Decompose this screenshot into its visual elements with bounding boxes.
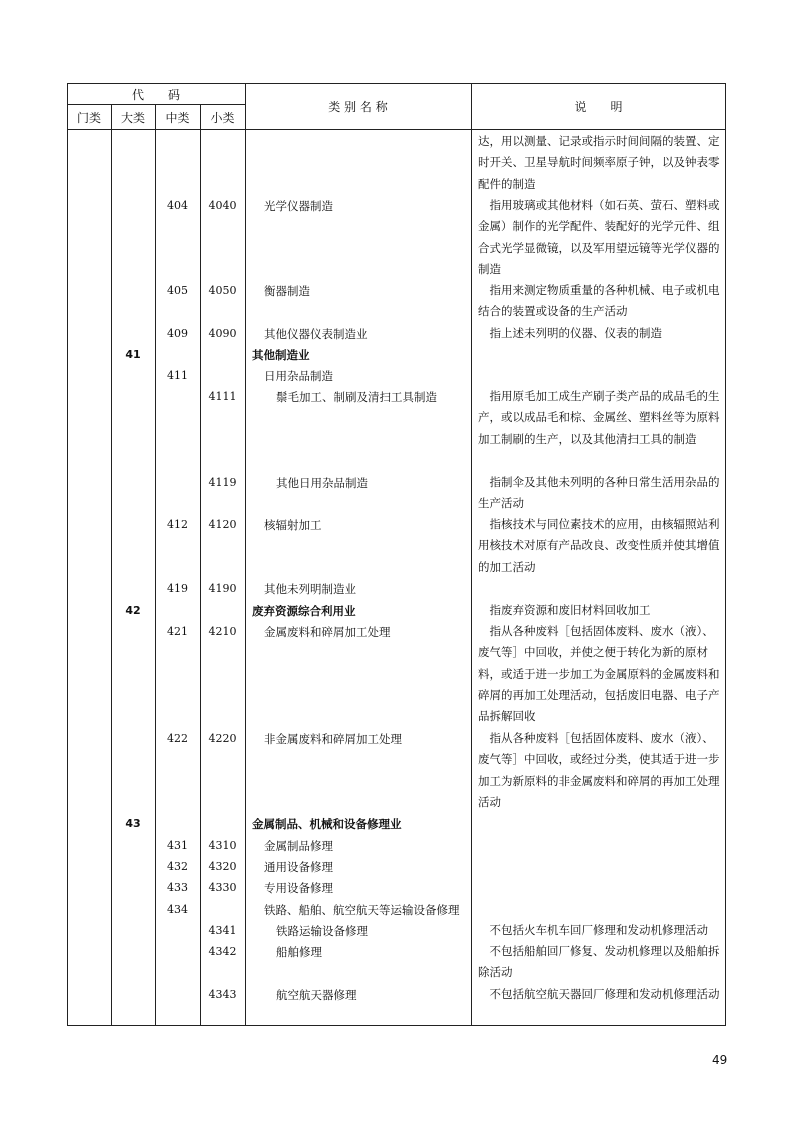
row-desc: 达，用以测量、记录或指示时间间隔的装置、定时开关、卫星导航时间频率原子钟，以及钟表零配件的制造 <box>478 134 720 191</box>
category-name: 日用杂品制造 <box>264 369 333 383</box>
header-menlei: 门类 <box>76 111 101 125</box>
category-name: 其他日用杂品制造 <box>276 476 368 490</box>
row-desc: 指从各种废料［包括固体废料、废水（液）、废气等］中回收，并使之便于转化为新的原材料，或适于进一步加工为金属原料的金属废料和碎屑的再加工处理活动，包括废旧电器、电子产品拆解回收 <box>478 624 720 724</box>
major-code: 41 <box>125 348 141 361</box>
small-code: 4120 <box>208 518 237 531</box>
small-code: 4220 <box>208 732 237 745</box>
small-code: 4090 <box>208 327 237 340</box>
category-name: 铁路、船舶、航空航天等运输设备修理 <box>264 903 460 917</box>
row-desc: 指用原毛加工成生产刷子类产品的成品毛的生产，或以成品毛和棕、金属丝、塑料丝等为原料加工制刷的生产，以及其他清扫工具的制造 <box>478 389 720 446</box>
category-name: 专用设备修理 <box>264 881 333 895</box>
mid-code: 421 <box>167 625 188 638</box>
category-name: 其他仪器仪表制造业 <box>264 327 368 341</box>
header-dalei: 大类 <box>120 111 145 125</box>
row-desc: 指从各种废料［包括固体废料、废水（液）、废气等］中回收，或经过分类，使其适于进一步加工为新原料的非金属废料和碎屑的再加工处理活动 <box>478 731 720 809</box>
category-name: 衡器制造 <box>264 284 310 298</box>
row-desc: 不包括航空航天器回厂修理和发动机修理活动 <box>478 987 720 1001</box>
header-zhonglei: 中类 <box>165 111 190 125</box>
small-code: 4343 <box>208 988 237 1001</box>
category-name: 通用设备修理 <box>264 860 333 874</box>
mid-code: 409 <box>167 327 188 340</box>
page-number: 49 <box>712 1053 728 1067</box>
small-code: 4342 <box>208 945 237 958</box>
category-name: 其他制造业 <box>252 348 310 362</box>
row-desc: 指制伞及其他未列明的各种日常生活用杂品的生产活动 <box>478 475 720 511</box>
mid-code: 431 <box>167 839 188 852</box>
category-name: 金属废料和碎屑加工处理 <box>264 625 391 639</box>
divider-xiaolei <box>245 83 246 1026</box>
major-code: 43 <box>125 817 141 830</box>
mid-code: 411 <box>167 369 188 382</box>
category-name: 其他未列明制造业 <box>264 582 356 596</box>
major-code: 42 <box>125 604 141 617</box>
category-name: 金属制品、机械和设备修理业 <box>252 817 402 831</box>
row-desc: 指上述未列明的仪器、仪表的制造 <box>478 326 662 340</box>
category-name: 光学仪器制造 <box>264 199 333 213</box>
row-desc: 指核技术与同位素技术的应用，由核辐照站利用核技术对原有产品改良、改变性质并使其增值的加工活动 <box>478 517 720 574</box>
category-name: 船舶修理 <box>276 945 322 959</box>
mid-code: 419 <box>167 582 188 595</box>
row-desc: 指用玻璃或其他材料（如石英、萤石、塑料或金属）制作的光学配件、装配好的光学元件、组合式光学显微镜，以及军用望远镜等光学仪器的制造 <box>478 198 720 276</box>
small-code: 4119 <box>208 476 237 489</box>
category-name: 非金属废料和碎屑加工处理 <box>264 732 402 746</box>
row-desc: 不包括火车机车回厂修理和发动机修理活动 <box>478 923 708 937</box>
header-desc: 说 明 <box>574 100 623 114</box>
small-code: 4210 <box>208 625 237 638</box>
small-code: 4050 <box>208 284 237 297</box>
mid-code: 433 <box>167 881 188 894</box>
divider-name <box>471 83 472 1026</box>
category-name: 核辐射加工 <box>264 518 322 532</box>
category-name: 金属制品修理 <box>264 839 333 853</box>
header-subdivider <box>67 104 245 105</box>
mid-code: 404 <box>167 199 188 212</box>
category-name: 鬃毛加工、制刷及清扫工具制造 <box>276 390 437 404</box>
small-code: 4310 <box>208 839 237 852</box>
header-xiaolei: 小类 <box>210 111 235 125</box>
small-code: 4111 <box>208 390 237 403</box>
row-desc: 不包括船舶回厂修复、发动机修理以及船舶拆除活动 <box>478 944 720 980</box>
small-code: 4040 <box>208 199 237 212</box>
row-desc: 指废弃资源和废旧材料回收加工 <box>478 603 651 617</box>
mid-code: 422 <box>167 732 188 745</box>
mid-code: 434 <box>167 903 188 916</box>
header-bottom-rule <box>67 129 726 130</box>
small-code: 4320 <box>208 860 237 873</box>
header-name: 类 别 名 称 <box>328 100 388 114</box>
category-name: 铁路运输设备修理 <box>276 924 368 938</box>
small-code: 4190 <box>208 582 237 595</box>
category-name: 航空航天器修理 <box>276 988 357 1002</box>
divider-menlei <box>111 83 112 1026</box>
small-code: 4330 <box>208 881 237 894</box>
row-desc: 指用来测定物质重量的各种机械、电子或机电结合的装置或设备的生产活动 <box>478 283 720 319</box>
small-code: 4341 <box>208 924 237 937</box>
mid-code: 432 <box>167 860 188 873</box>
mid-code: 412 <box>167 518 188 531</box>
header-code-group: 代 码 <box>131 88 180 102</box>
mid-code: 405 <box>167 284 188 297</box>
category-name: 废弃资源综合利用业 <box>252 604 356 618</box>
